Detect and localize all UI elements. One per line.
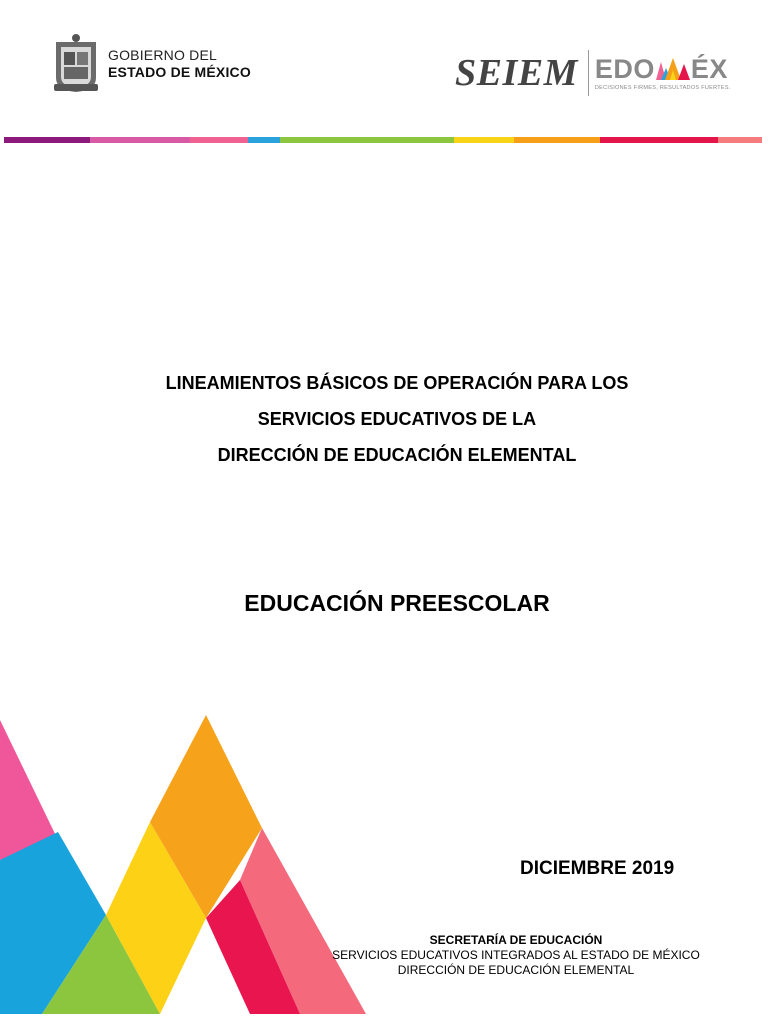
edomex-tagline: DECISIONES FIRMES, RESULTADOS FUERTES.	[594, 85, 731, 91]
stripe-segment	[600, 137, 718, 143]
document-title	[0, 365, 768, 473]
stripe-segment	[514, 137, 600, 143]
edomex-prefix: EDO	[594, 54, 655, 84]
footer-line-3: DIRECCIÓN DE EDUCACIÓN ELEMENTAL	[397, 963, 635, 977]
gobierno-logo	[52, 34, 251, 94]
document-footer	[330, 933, 702, 978]
footer-line-2: SERVICIOS EDUCATIVOS INTEGRADOS AL ESTADO DE MÉXICO	[332, 948, 700, 962]
title-line-1: LINEAMIENTOS BÁSICOS DE OPERACIÓN PARA LOS	[165, 373, 629, 393]
stripe-segment	[454, 137, 514, 143]
footer-line-1: SECRETARÍA DE EDUCACIÓN	[429, 933, 603, 947]
edomex-m-graphic	[0, 710, 380, 1024]
stripe-segment	[280, 137, 454, 143]
gobierno-line2: ESTADO DE MÉXICO	[108, 64, 251, 80]
seiem-logo: SEIEM	[455, 52, 578, 94]
edomex-logo	[595, 55, 731, 91]
title-line-2: SERVICIOS EDUCATIVOS DE LA	[257, 409, 537, 429]
document-date: DICIEMBRE 2019	[520, 858, 675, 879]
seiem-edomex-logos	[455, 50, 731, 96]
edomex-suffix: ÉX	[690, 54, 728, 84]
edomex-m-icon	[656, 58, 690, 80]
gobierno-line1: GOBIERNO DEL	[108, 47, 217, 63]
state-seal-icon	[52, 34, 100, 94]
logo-divider	[588, 50, 589, 96]
stripe-segment	[90, 137, 190, 143]
main-title: EDUCACIÓN PREESCOLAR	[244, 590, 550, 616]
stripe-segment	[718, 137, 762, 143]
color-stripe	[4, 137, 762, 143]
stripe-segment	[4, 137, 90, 143]
title-line-3: DIRECCIÓN DE EDUCACIÓN ELEMENTAL	[217, 445, 577, 465]
stripe-segment	[248, 137, 280, 143]
stripe-segment	[190, 137, 248, 143]
